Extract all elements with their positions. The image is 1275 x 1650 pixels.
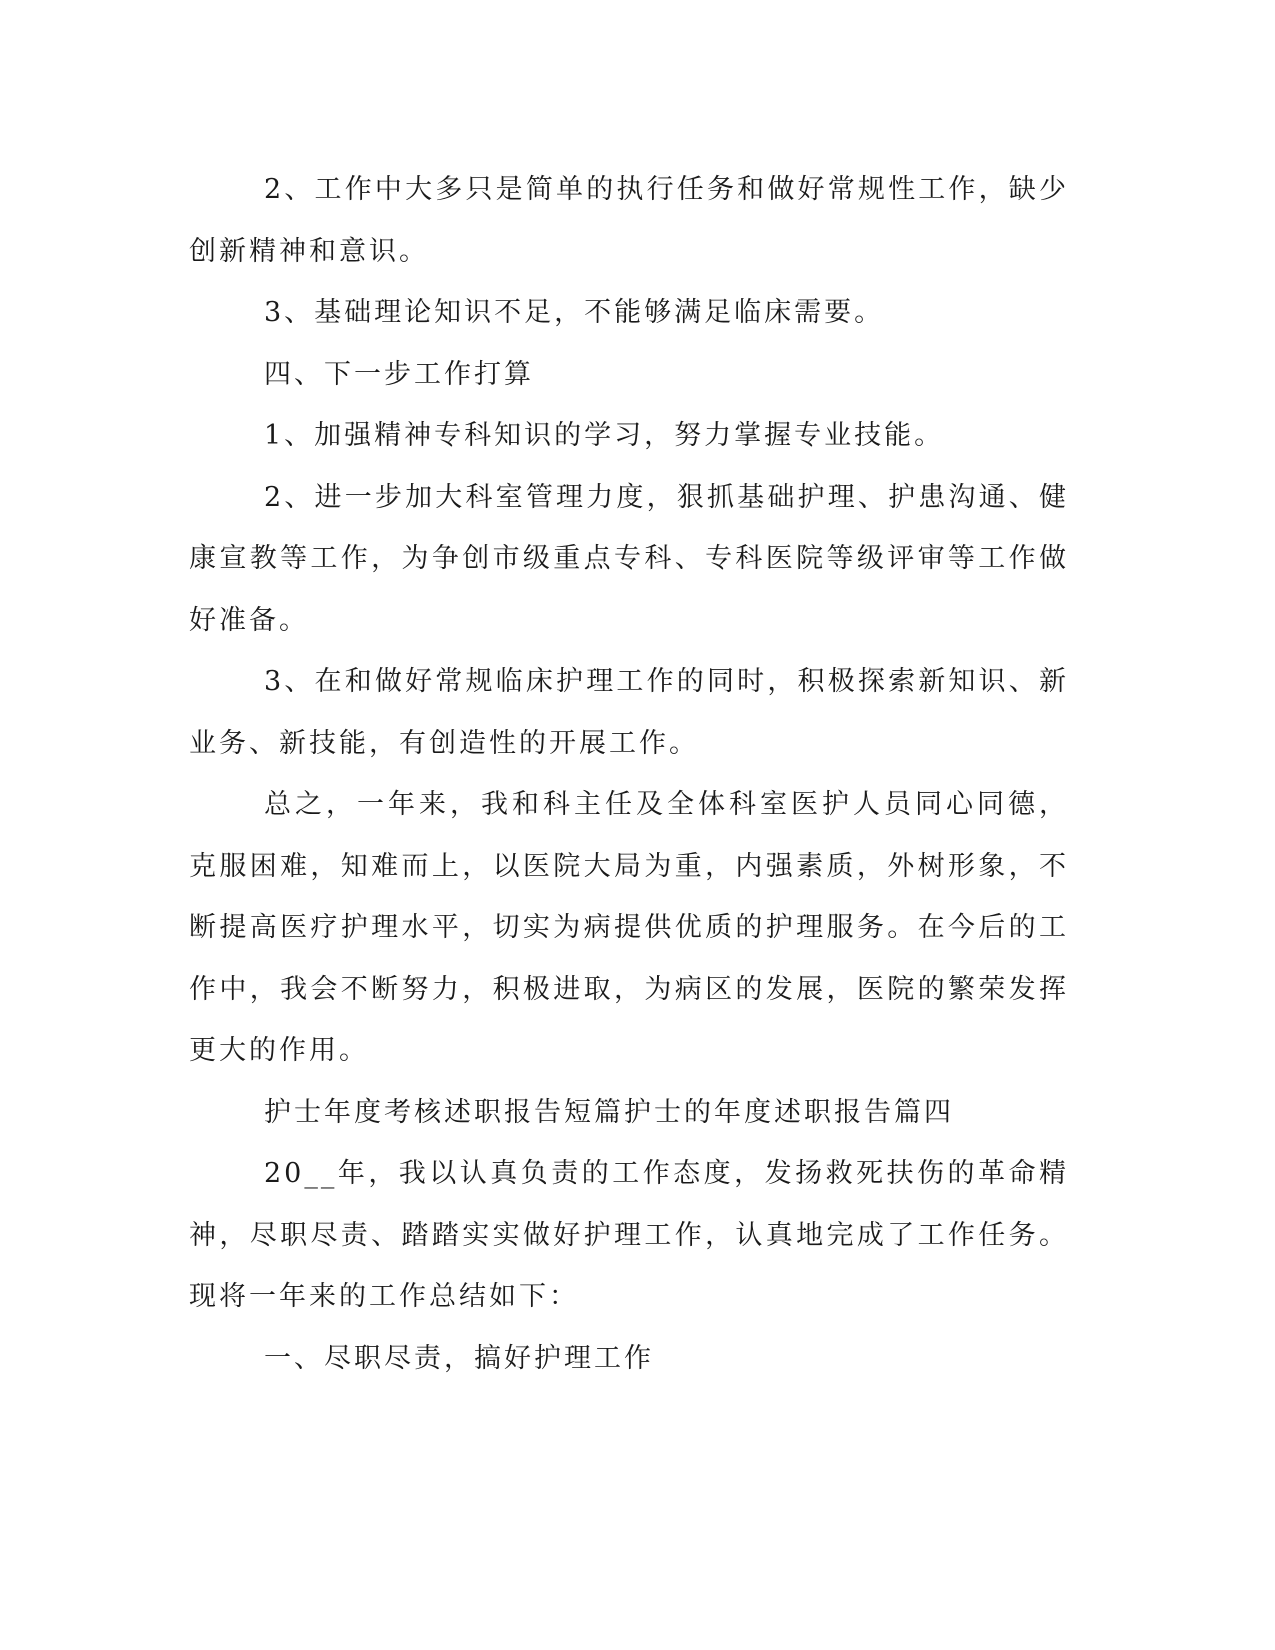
paragraph-intro: 20__年，我以认真负责的工作态度，发扬救死扶伤的革命精神，尽职尽责、踏踏实实做好护理工作，认真地完成了工作任务。现将一年来的工作总结如下： [189,1158,1069,1312]
paragraph-plan-3: 3、在和做好常规临床护理工作的同时，积极探索新知识、新业务、新技能，有创造性的开展工作。 [189,666,1069,759]
paragraph-item-2-innovation: 2、工作中大多只是简单的执行任务和做好常规性工作，缺少创新精神和意识。 [189,174,1069,267]
paragraph-plan-2: 2、进一步加大科室管理力度，狠抓基础护理、护患沟通、健康宣教等工作，为争创市级重点专科、专科医院等级评审等工作做好准备。 [189,481,1069,636]
paragraph-plan-1: 1、加强精神专科知识的学习，努力掌握专业技能。 [264,420,945,451]
paragraph-item-3-theory: 3、基础理论知识不足，不能够满足临床需要。 [264,297,885,328]
article-title: 护士年度考核述职报告短篇护士的年度述职报告篇四 [264,1096,954,1128]
document-body [189,159,1069,1389]
paragraph-conclusion: 总之，一年来，我和科主任及全体科室医护人员同心同德，克服困难，知难而上，以医院大局为重，内强素质，外树形象，不断提高医疗护理水平，切实为病提供优质的护理服务。在今后的工作中，我会不断努力，积极进取，为病区的发展，医院的繁荣发挥更大的作用。 [189,789,1069,1066]
section-heading-duties: 一、尽职尽责，搞好护理工作 [264,1342,654,1374]
section-heading-next-steps: 四、下一步工作打算 [264,358,534,390]
